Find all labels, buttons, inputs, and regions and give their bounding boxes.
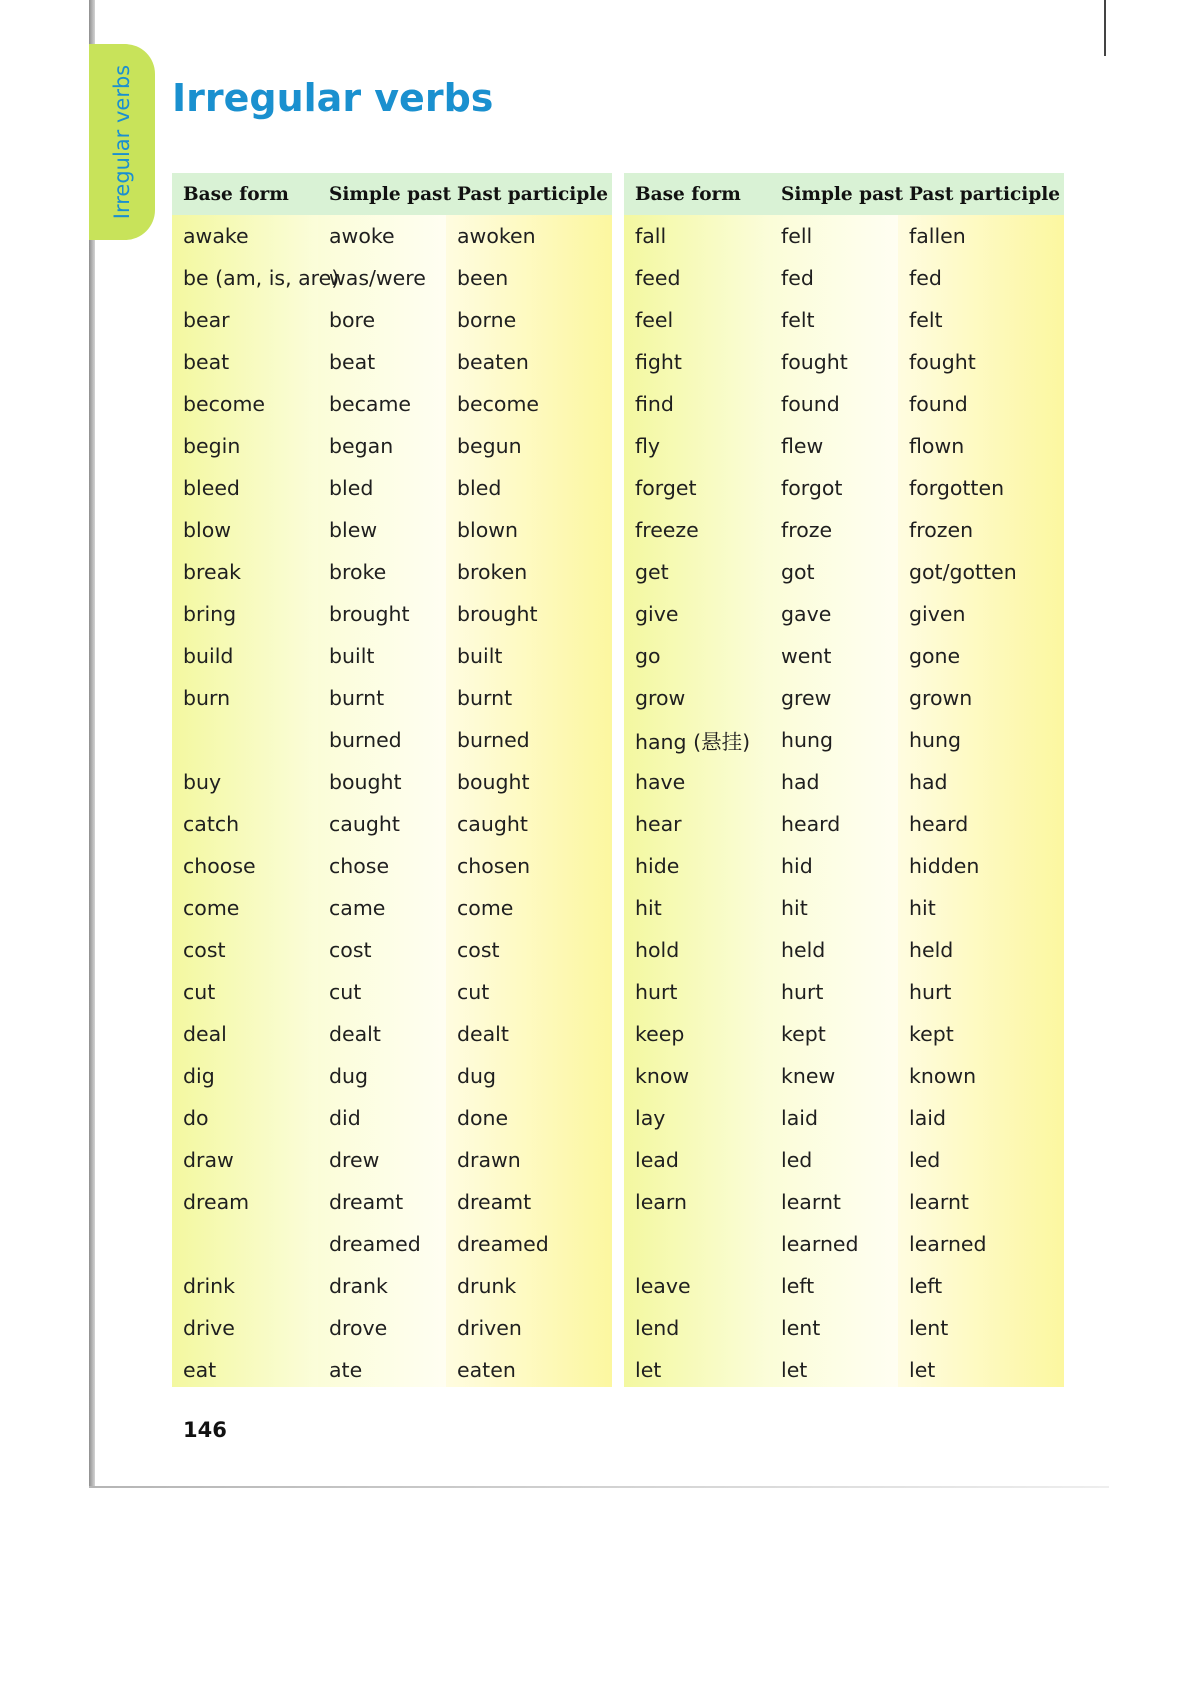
table-row bbox=[172, 845, 612, 887]
cell-base-form: hear bbox=[635, 812, 682, 836]
table-row bbox=[624, 929, 1064, 971]
cell-simple-past: froze bbox=[781, 518, 833, 542]
cell-simple-past: got bbox=[781, 560, 815, 584]
table-row bbox=[172, 467, 612, 509]
table-row bbox=[172, 425, 612, 467]
cell-simple-past: dreamed bbox=[329, 1232, 421, 1256]
column-header-base-form: Base form bbox=[624, 173, 770, 215]
cell-past-participle: hurt bbox=[909, 980, 952, 1004]
cell-past-participle: led bbox=[909, 1148, 941, 1172]
cell-simple-past: built bbox=[329, 644, 375, 668]
cell-base-form: build bbox=[183, 644, 234, 668]
cell-past-participle: cost bbox=[457, 938, 500, 962]
cell-simple-past: chose bbox=[329, 854, 390, 878]
cell-past-participle: dreamt bbox=[457, 1190, 532, 1214]
cell-past-participle: burnt bbox=[457, 686, 513, 710]
table-row bbox=[172, 1055, 612, 1097]
cell-base-form bbox=[172, 1223, 318, 1265]
column-header-simple-past: Simple past bbox=[318, 173, 446, 215]
cell-simple-past: left bbox=[781, 1274, 815, 1298]
cell-past-participle: come bbox=[457, 896, 514, 920]
cell-past-participle: done bbox=[457, 1106, 509, 1130]
table-row bbox=[624, 761, 1064, 803]
cell-past-participle: frozen bbox=[909, 518, 974, 542]
cell-base-form: fall bbox=[635, 224, 667, 248]
cell-past-participle: dug bbox=[457, 1064, 497, 1088]
cell-simple-past: flew bbox=[781, 434, 824, 458]
cell-simple-past: drove bbox=[329, 1316, 388, 1340]
table-row bbox=[624, 425, 1064, 467]
cell-simple-past: led bbox=[781, 1148, 813, 1172]
cell-base-form: be (am, is, are) bbox=[183, 266, 340, 290]
cell-base-form: come bbox=[183, 896, 240, 920]
verb-table-left bbox=[172, 173, 612, 1387]
cell-base-form: fight bbox=[635, 350, 682, 374]
cell-base-form: lead bbox=[635, 1148, 679, 1172]
cell-past-participle: chosen bbox=[457, 854, 531, 878]
cell-base-form: choose bbox=[183, 854, 256, 878]
cell-past-participle: dreamed bbox=[457, 1232, 549, 1256]
cell-base-form: drink bbox=[183, 1274, 236, 1298]
table-row bbox=[172, 509, 612, 551]
cell-base-form: bear bbox=[183, 308, 230, 332]
cell-simple-past: awoke bbox=[329, 224, 395, 248]
cell-base-form: hide bbox=[635, 854, 680, 878]
cell-simple-past: hurt bbox=[781, 980, 824, 1004]
column-header-base-form: Base form bbox=[172, 173, 318, 215]
cell-past-participle: drawn bbox=[457, 1148, 521, 1172]
cell-past-participle: held bbox=[909, 938, 954, 962]
table-row bbox=[172, 1139, 612, 1181]
cell-past-participle: hidden bbox=[909, 854, 980, 878]
cell-base-form: drive bbox=[183, 1316, 235, 1340]
cell-base-form: buy bbox=[183, 770, 222, 794]
cell-base-form: cut bbox=[183, 980, 216, 1004]
cell-past-participle: bled bbox=[457, 476, 502, 500]
cell-simple-past: did bbox=[329, 1106, 361, 1130]
cell-past-participle: learned bbox=[909, 1232, 987, 1256]
table-row bbox=[624, 467, 1064, 509]
cell-past-participle: got/gotten bbox=[909, 560, 1017, 584]
cell-past-participle: learnt bbox=[909, 1190, 969, 1214]
cell-past-participle: brought bbox=[457, 602, 538, 626]
table-row bbox=[624, 1223, 1064, 1265]
page-bottom-edge bbox=[89, 1486, 1109, 1488]
cell-past-participle: lent bbox=[909, 1316, 949, 1340]
cell-base-form: feed bbox=[635, 266, 681, 290]
cell-past-participle: had bbox=[909, 770, 948, 794]
table-row bbox=[624, 1265, 1064, 1307]
cell-base-form bbox=[172, 719, 318, 761]
cell-base-form: give bbox=[635, 602, 679, 626]
verb-table bbox=[172, 173, 612, 1391]
cell-simple-past: grew bbox=[781, 686, 832, 710]
cell-past-participle: felt bbox=[909, 308, 943, 332]
table-row bbox=[172, 719, 612, 761]
cell-past-participle: built bbox=[457, 644, 503, 668]
cell-past-participle: fed bbox=[909, 266, 942, 290]
table-row bbox=[624, 257, 1064, 299]
cell-past-participle: known bbox=[909, 1064, 977, 1088]
cell-simple-past: came bbox=[329, 896, 386, 920]
cell-base-form: feel bbox=[635, 308, 674, 332]
cell-simple-past: broke bbox=[329, 560, 387, 584]
table-row bbox=[624, 971, 1064, 1013]
cell-past-participle: heard bbox=[909, 812, 969, 836]
page-edge-line bbox=[1104, 0, 1106, 56]
cell-simple-past: let bbox=[781, 1358, 808, 1382]
cell-base-form: freeze bbox=[635, 518, 699, 542]
cell-simple-past: learned bbox=[781, 1232, 859, 1256]
table-row bbox=[624, 677, 1064, 719]
cell-base-form: hang (悬挂) bbox=[635, 730, 751, 754]
cell-past-participle: grown bbox=[909, 686, 973, 710]
table-row bbox=[624, 509, 1064, 551]
cell-past-participle: cut bbox=[457, 980, 490, 1004]
cell-base-form: lay bbox=[635, 1106, 666, 1130]
cell-past-participle: gone bbox=[909, 644, 961, 668]
cell-past-participle: given bbox=[909, 602, 966, 626]
cell-base-form: blow bbox=[183, 518, 232, 542]
cell-simple-past: fell bbox=[781, 224, 813, 248]
cell-simple-past: hit bbox=[781, 896, 808, 920]
cell-simple-past: burned bbox=[329, 728, 402, 752]
cell-simple-past: gave bbox=[781, 602, 832, 626]
cell-past-participle: borne bbox=[457, 308, 517, 332]
cell-past-participle: drunk bbox=[457, 1274, 517, 1298]
cell-past-participle: hung bbox=[909, 728, 961, 752]
cell-past-participle: dealt bbox=[457, 1022, 509, 1046]
cell-past-participle: fought bbox=[909, 350, 976, 374]
cell-simple-past: lent bbox=[781, 1316, 821, 1340]
cell-base-form: go bbox=[635, 644, 661, 668]
table-row bbox=[172, 1181, 612, 1223]
cell-base-form: get bbox=[635, 560, 669, 584]
cell-past-participle: let bbox=[909, 1358, 936, 1382]
table-row bbox=[624, 1181, 1064, 1223]
cell-simple-past: knew bbox=[781, 1064, 836, 1088]
cell-simple-past: became bbox=[329, 392, 412, 416]
cell-simple-past: was/were bbox=[329, 266, 426, 290]
table-row bbox=[624, 215, 1064, 257]
cell-base-form: eat bbox=[183, 1358, 217, 1382]
table-row bbox=[624, 1097, 1064, 1139]
table-row bbox=[172, 1097, 612, 1139]
cell-past-participle: forgotten bbox=[909, 476, 1005, 500]
table-row bbox=[172, 1307, 612, 1349]
cell-past-participle: kept bbox=[909, 1022, 954, 1046]
column-header-past-participle: Past participle bbox=[446, 173, 612, 215]
cell-past-participle: been bbox=[457, 266, 509, 290]
table-row bbox=[172, 593, 612, 635]
cell-simple-past: held bbox=[781, 938, 826, 962]
cell-base-form: let bbox=[635, 1358, 662, 1382]
table-row bbox=[172, 929, 612, 971]
cell-simple-past: dreamt bbox=[329, 1190, 404, 1214]
cell-base-form: awake bbox=[183, 224, 249, 248]
cell-base-form: hold bbox=[635, 938, 680, 962]
verb-table-right bbox=[624, 173, 1064, 1387]
cell-simple-past: drew bbox=[329, 1148, 380, 1172]
cell-simple-past: fed bbox=[781, 266, 814, 290]
cell-base-form: cost bbox=[183, 938, 226, 962]
table-row bbox=[172, 803, 612, 845]
cell-simple-past: learnt bbox=[781, 1190, 841, 1214]
cell-past-participle: begun bbox=[457, 434, 522, 458]
cell-simple-past: brought bbox=[329, 602, 410, 626]
cell-past-participle: laid bbox=[909, 1106, 946, 1130]
table-row bbox=[624, 803, 1064, 845]
cell-simple-past: bore bbox=[329, 308, 376, 332]
cell-base-form: draw bbox=[183, 1148, 234, 1172]
cell-base-form: dig bbox=[183, 1064, 215, 1088]
cell-base-form: learn bbox=[635, 1190, 687, 1214]
cell-base-form: deal bbox=[183, 1022, 227, 1046]
table-row bbox=[172, 761, 612, 803]
cell-past-participle: fallen bbox=[909, 224, 966, 248]
table-row bbox=[172, 551, 612, 593]
cell-simple-past: began bbox=[329, 434, 394, 458]
table-row bbox=[624, 1055, 1064, 1097]
table-row bbox=[172, 1265, 612, 1307]
cell-base-form: fly bbox=[635, 434, 661, 458]
cell-simple-past: drank bbox=[329, 1274, 388, 1298]
cell-simple-past: kept bbox=[781, 1022, 826, 1046]
table-row bbox=[624, 1349, 1064, 1391]
cell-simple-past: felt bbox=[781, 308, 815, 332]
table-row bbox=[172, 257, 612, 299]
cell-past-participle: bought bbox=[457, 770, 530, 794]
table-row bbox=[172, 383, 612, 425]
page-number: 146 bbox=[183, 1418, 227, 1442]
cell-base-form: bleed bbox=[183, 476, 240, 500]
cell-simple-past: cost bbox=[329, 938, 372, 962]
table-row bbox=[624, 1307, 1064, 1349]
cell-past-participle: beaten bbox=[457, 350, 529, 374]
cell-past-participle: driven bbox=[457, 1316, 522, 1340]
cell-past-participle: broken bbox=[457, 560, 528, 584]
table-header-row bbox=[624, 173, 1064, 215]
table-row bbox=[172, 971, 612, 1013]
cell-base-form: grow bbox=[635, 686, 686, 710]
cell-base-form: break bbox=[183, 560, 242, 584]
table-row bbox=[624, 341, 1064, 383]
cell-past-participle: blown bbox=[457, 518, 519, 542]
cell-base-form: bring bbox=[183, 602, 237, 626]
cell-simple-past: went bbox=[781, 644, 832, 668]
cell-past-participle: found bbox=[909, 392, 968, 416]
column-header-simple-past: Simple past bbox=[770, 173, 898, 215]
cell-simple-past: heard bbox=[781, 812, 841, 836]
cell-simple-past: fought bbox=[781, 350, 848, 374]
cell-base-form: forget bbox=[635, 476, 697, 500]
cell-base-form: know bbox=[635, 1064, 690, 1088]
table-row bbox=[172, 215, 612, 257]
table-row bbox=[624, 551, 1064, 593]
cell-base-form: keep bbox=[635, 1022, 685, 1046]
cell-base-form: dream bbox=[183, 1190, 250, 1214]
cell-past-participle: awoken bbox=[457, 224, 536, 248]
cell-base-form: leave bbox=[635, 1274, 691, 1298]
cell-past-participle: hit bbox=[909, 896, 936, 920]
verb-table bbox=[624, 173, 1064, 1391]
cell-simple-past: laid bbox=[781, 1106, 818, 1130]
cell-base-form: have bbox=[635, 770, 686, 794]
table-row bbox=[624, 383, 1064, 425]
table-row bbox=[624, 845, 1064, 887]
table-row bbox=[624, 635, 1064, 677]
cell-base-form: beat bbox=[183, 350, 230, 374]
table-row bbox=[624, 719, 1064, 761]
cell-simple-past: burnt bbox=[329, 686, 385, 710]
cell-base-form bbox=[624, 1223, 770, 1265]
cell-past-participle: become bbox=[457, 392, 540, 416]
table-row bbox=[172, 887, 612, 929]
cell-simple-past: forgot bbox=[781, 476, 843, 500]
table-row bbox=[624, 299, 1064, 341]
cell-past-participle: caught bbox=[457, 812, 528, 836]
page-title: Irregular verbs bbox=[172, 76, 494, 120]
table-header-row bbox=[172, 173, 612, 215]
cell-simple-past: ate bbox=[329, 1358, 363, 1382]
table-row bbox=[172, 1223, 612, 1265]
cell-simple-past: blew bbox=[329, 518, 378, 542]
table-row bbox=[172, 635, 612, 677]
cell-base-form: hurt bbox=[635, 980, 678, 1004]
cell-past-participle: eaten bbox=[457, 1358, 516, 1382]
cell-simple-past: beat bbox=[329, 350, 376, 374]
cell-past-participle: flown bbox=[909, 434, 965, 458]
side-tab-label: Irregular verbs bbox=[110, 64, 134, 220]
table-row bbox=[624, 887, 1064, 929]
cell-base-form: catch bbox=[183, 812, 240, 836]
cell-simple-past: caught bbox=[329, 812, 400, 836]
cell-past-participle: left bbox=[909, 1274, 943, 1298]
table-row bbox=[624, 1013, 1064, 1055]
table-row bbox=[172, 299, 612, 341]
cell-simple-past: dealt bbox=[329, 1022, 381, 1046]
table-row bbox=[172, 1013, 612, 1055]
column-header-past-participle: Past participle bbox=[898, 173, 1064, 215]
cell-base-form: do bbox=[183, 1106, 209, 1130]
cell-simple-past: hid bbox=[781, 854, 813, 878]
cell-simple-past: cut bbox=[329, 980, 362, 1004]
cell-base-form: become bbox=[183, 392, 266, 416]
cell-simple-past: bought bbox=[329, 770, 402, 794]
cell-base-form: lend bbox=[635, 1316, 680, 1340]
table-row bbox=[624, 593, 1064, 635]
cell-base-form: begin bbox=[183, 434, 241, 458]
cell-base-form: find bbox=[635, 392, 674, 416]
cell-simple-past: found bbox=[781, 392, 840, 416]
cell-base-form: burn bbox=[183, 686, 231, 710]
table-row bbox=[172, 341, 612, 383]
cell-base-form: hit bbox=[635, 896, 662, 920]
table-row bbox=[624, 1139, 1064, 1181]
cell-simple-past: had bbox=[781, 770, 820, 794]
cell-past-participle: burned bbox=[457, 728, 530, 752]
cell-simple-past: hung bbox=[781, 728, 833, 752]
table-row bbox=[172, 677, 612, 719]
cell-simple-past: dug bbox=[329, 1064, 369, 1088]
cell-simple-past: bled bbox=[329, 476, 374, 500]
table-row bbox=[172, 1349, 612, 1391]
